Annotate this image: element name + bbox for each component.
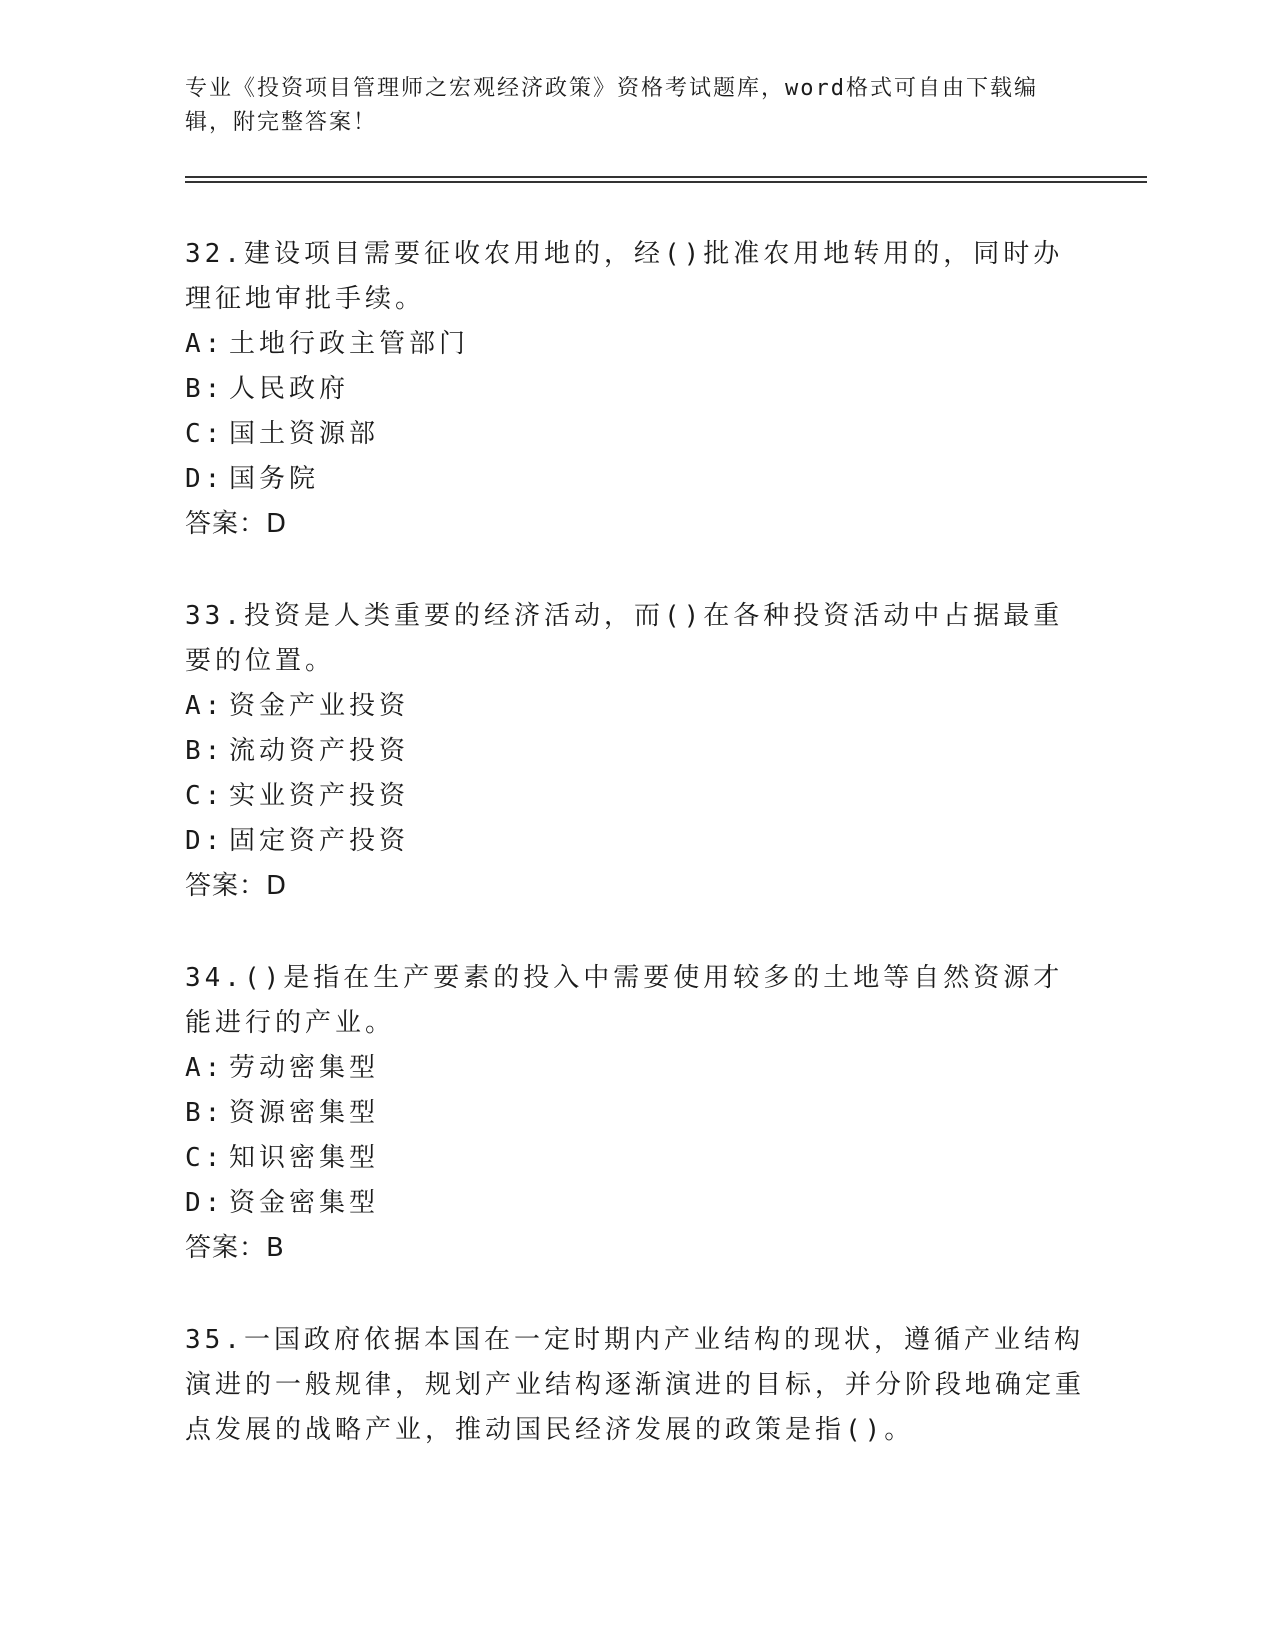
option-c xyxy=(185,1136,1085,1181)
answer-line: 答案：D xyxy=(185,871,288,901)
option-key: C: xyxy=(185,419,225,449)
option-key: A: xyxy=(185,691,225,721)
question-stem: 32.建设项目需要征收农用地的，经()批准农用地转用的，同时办理征地审批手续。 xyxy=(185,239,1064,314)
option-key: C: xyxy=(185,1143,225,1173)
question-32 xyxy=(185,232,1085,547)
option-d xyxy=(185,1181,1085,1226)
option-key: C: xyxy=(185,781,225,811)
option-key: D: xyxy=(185,826,225,856)
option-key: B: xyxy=(185,736,225,766)
option-text: 劳动密集型 xyxy=(229,1053,380,1083)
option-d xyxy=(185,819,1085,864)
option-b xyxy=(185,1091,1085,1136)
question-stem: 35.一国政府依据本国在一定时期内产业结构的现状，遵循产业结构演进的一般规律，规划产业结构逐渐演进的目标，并分阶段地确定重点发展的战略产业，推动国民经济发展的政策是指()。 xyxy=(185,1325,1086,1445)
option-text: 人民政府 xyxy=(229,374,350,404)
option-key: D: xyxy=(185,1188,225,1218)
option-key: D: xyxy=(185,464,225,494)
option-a xyxy=(185,322,1085,367)
option-a xyxy=(185,1046,1085,1091)
option-key: B: xyxy=(185,374,225,404)
answer-line: 答案：B xyxy=(185,1233,285,1263)
option-text: 实业资产投资 xyxy=(229,781,410,811)
question-33 xyxy=(185,594,1085,909)
question-stem: 34.()是指在生产要素的投入中需要使用较多的土地等自然资源才能进行的产业。 xyxy=(185,963,1064,1038)
answer-line: 答案：D xyxy=(185,509,288,539)
option-b xyxy=(185,729,1085,774)
option-text: 资源密集型 xyxy=(229,1098,380,1128)
option-d xyxy=(185,457,1085,502)
header-divider-top xyxy=(185,176,1147,178)
question-stem: 33.投资是人类重要的经济活动，而()在各种投资活动中占据最重要的位置。 xyxy=(185,601,1064,676)
question-35 xyxy=(185,1318,1085,1453)
option-text: 土地行政主管部门 xyxy=(229,329,470,359)
option-text: 资金产业投资 xyxy=(229,691,410,721)
document-header: 专业《投资项目管理师之宏观经济政策》资格考试题库，word格式可自由下载编辑，附完整答案！ xyxy=(185,76,1038,135)
option-key: A: xyxy=(185,329,225,359)
option-text: 知识密集型 xyxy=(229,1143,380,1173)
option-a xyxy=(185,684,1085,729)
option-text: 资金密集型 xyxy=(229,1188,380,1218)
option-c xyxy=(185,774,1085,819)
option-text: 流动资产投资 xyxy=(229,736,410,766)
option-b xyxy=(185,367,1085,412)
option-c xyxy=(185,412,1085,457)
option-key: B: xyxy=(185,1098,225,1128)
option-key: A: xyxy=(185,1053,225,1083)
header-divider-bottom xyxy=(185,181,1147,183)
question-34 xyxy=(185,956,1085,1271)
option-text: 国土资源部 xyxy=(229,419,380,449)
option-text: 固定资产投资 xyxy=(229,826,410,856)
option-text: 国务院 xyxy=(229,464,320,494)
